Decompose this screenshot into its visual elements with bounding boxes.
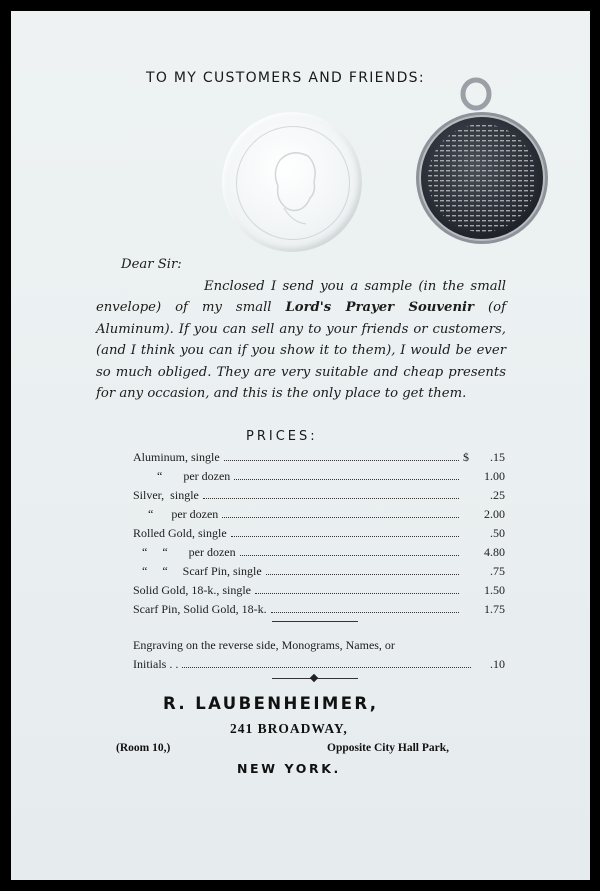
engraving-price: .10 xyxy=(490,657,505,671)
price-value: .25 xyxy=(490,488,505,502)
letter-body xyxy=(96,254,506,405)
price-value: 1.75 xyxy=(484,602,505,616)
price-list xyxy=(133,450,505,621)
price-row xyxy=(133,450,505,469)
price-value: .75 xyxy=(490,564,505,578)
letter-text-part2: (of Aluminum). If you can sell any to your friends or customers, (and I think you can if you show it to them), I would be ever so much obliged. They are very suitable and cheap presents for any occasion, and this is the only place to get them. xyxy=(96,300,506,401)
price-row xyxy=(133,507,505,526)
lords-prayer-medal-icon xyxy=(410,74,552,244)
prices-title: PRICES: xyxy=(246,429,318,444)
price-row xyxy=(133,488,505,507)
price-value: 1.50 xyxy=(484,583,505,597)
price-value: 1.00 xyxy=(484,469,505,483)
leader-dots xyxy=(182,666,471,668)
price-item: “ per dozen xyxy=(133,507,219,521)
leader-dots xyxy=(255,592,459,594)
engraving-line-2 xyxy=(133,655,505,674)
engraving-note xyxy=(133,636,505,674)
room-number: (Room 10,) xyxy=(116,742,171,754)
price-row xyxy=(133,526,505,545)
firm-name: R. LAUBENHEIMER, xyxy=(163,694,379,713)
price-item: “ “ Scarf Pin, single xyxy=(133,564,262,578)
leader-dots xyxy=(231,535,459,537)
price-item: Rolled Gold, single xyxy=(133,526,227,540)
leader-dots xyxy=(222,516,459,518)
leader-dots xyxy=(234,478,459,480)
price-row xyxy=(133,602,505,621)
location-note: Opposite City Hall Park, xyxy=(327,742,450,754)
city-name: NEW YORK. xyxy=(237,761,341,776)
price-item: Aluminum, single xyxy=(133,450,220,464)
leader-dots xyxy=(224,459,459,461)
letter-paragraph xyxy=(96,276,506,405)
price-row xyxy=(133,564,505,583)
engraving-item: Initials . . xyxy=(133,657,179,671)
price-value: .50 xyxy=(490,526,505,540)
price-row xyxy=(133,583,505,602)
leader-dots xyxy=(271,611,459,613)
engraving-line-1: Engraving on the reverse side, Monograms, Names, or xyxy=(133,638,395,652)
price-item: Silver, single xyxy=(133,488,199,502)
price-value: .15 xyxy=(490,450,505,464)
price-row xyxy=(133,545,505,564)
divider-rule xyxy=(272,621,358,622)
leader-dots xyxy=(240,554,459,556)
price-item: Solid Gold, 18-k., single xyxy=(133,583,252,597)
price-item: “ per dozen xyxy=(133,469,231,483)
letter-heading: TO MY CUSTOMERS AND FRIENDS: xyxy=(146,70,425,86)
letter-text-part1: Enclosed I send you a sample (in the small envelope) of my small xyxy=(96,278,506,315)
embossed-portrait-seal-icon xyxy=(222,112,362,252)
salutation: Dear Sir: xyxy=(121,257,182,272)
price-item: “ “ per dozen xyxy=(133,545,236,559)
product-name: Lord's Prayer Souvenir xyxy=(285,300,474,315)
leader-dots xyxy=(266,573,459,575)
leader-dots xyxy=(203,497,459,499)
price-row xyxy=(133,469,505,488)
price-value: 4.80 xyxy=(484,545,505,559)
price-value: 2.00 xyxy=(484,507,505,521)
currency-symbol: $ xyxy=(463,450,469,464)
price-item: Scarf Pin, Solid Gold, 18-k. xyxy=(133,602,267,616)
street-address: 241 BROADWAY, xyxy=(230,721,348,736)
